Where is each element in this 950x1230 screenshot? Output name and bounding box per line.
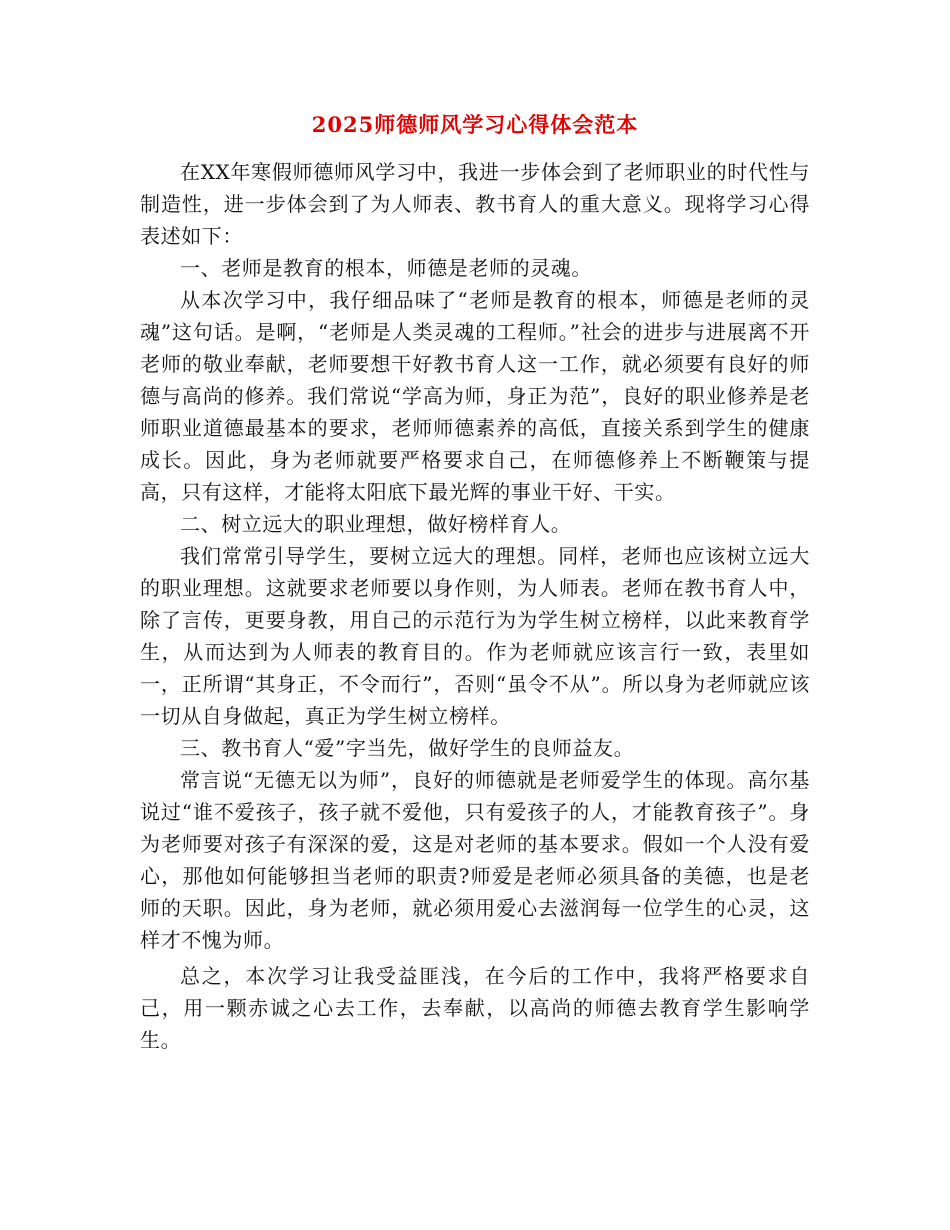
section-body-1: 从本次学习中，我仔细品味了“老师是教育的根本，师德是老师的灵魂”这句话。是啊，“老师是人类灵魂的工程师。”社会的进步与进展离不开老师的敬业奉献，老师要想干好教书育人这一工作，就必须要有良好的师德与高尚的修养。我们常说“学高为师，身正为范”，良好的职业修养是老师职业道德最基本的要求，老师师德素养的高低，直接关系到学生的健康成长。因此，身为老师就要严格要求自己，在师德修养上不断鞭策与提高，只有这样，才能将太阳底下最光辉的事业干好、干实。: [140, 288, 810, 504]
intro-paragraph: 在XX年寒假师德师风学习中，我进一步体会到了老师职业的时代性与制造性，进一步体会到了为人师表、教书育人的重大意义。现将学习心得表述如下：: [140, 160, 810, 248]
section-heading-2: 二、树立远大的职业理想，做好榜样育人。: [180, 512, 572, 536]
section-body-3: 常言说“无德无以为师”，良好的师德就是老师爱学生的体现。高尔基说过“谁不爱孩子，孩子就不爱他，只有爱孩子的人，才能教育孩子”。身为老师要对孩子有深深的爱，这是对老师的基本要求。假如一个人没有爱心，那他如何能够担当老师的职责?师爱是老师必须具备的美德，也是老师的天职。因此，身为老师，就必须用爱心去滋润每一位学生的心灵，这样才不愧为师。: [140, 768, 810, 952]
document-title: 2025师德师风学习心得体会范本: [311, 112, 639, 137]
section-heading-1: 一、老师是教育的根本，师德是老师的灵魂。: [180, 256, 592, 280]
section-body-2: 我们常常引导学生，要树立远大的理想。同样，老师也应该树立远大的职业理想。这就要求老师要以身作则，为人师表。老师在教书育人中，除了言传，更要身教，用自己的示范行为为学生树立榜样，以此来教育学生，从而达到为人师表的教育目的。作为老师就应该言行一致，表里如一，正所谓“其身正，不令而行”，否则“虽令不从”。所以身为老师就应该一切从自身做起，真正为学生树立榜样。: [140, 544, 810, 728]
document-page: [140, 108, 810, 1056]
section-heading-3: 三、教书育人“爱”字当先，做好学生的良师益友。: [180, 736, 635, 760]
conclusion-paragraph: 总之，本次学习让我受益匪浅，在今后的工作中，我将严格要求自己，用一颗赤诚之心去工作，去奉献，以高尚的师德去教育学生影响学生。: [140, 964, 810, 1052]
